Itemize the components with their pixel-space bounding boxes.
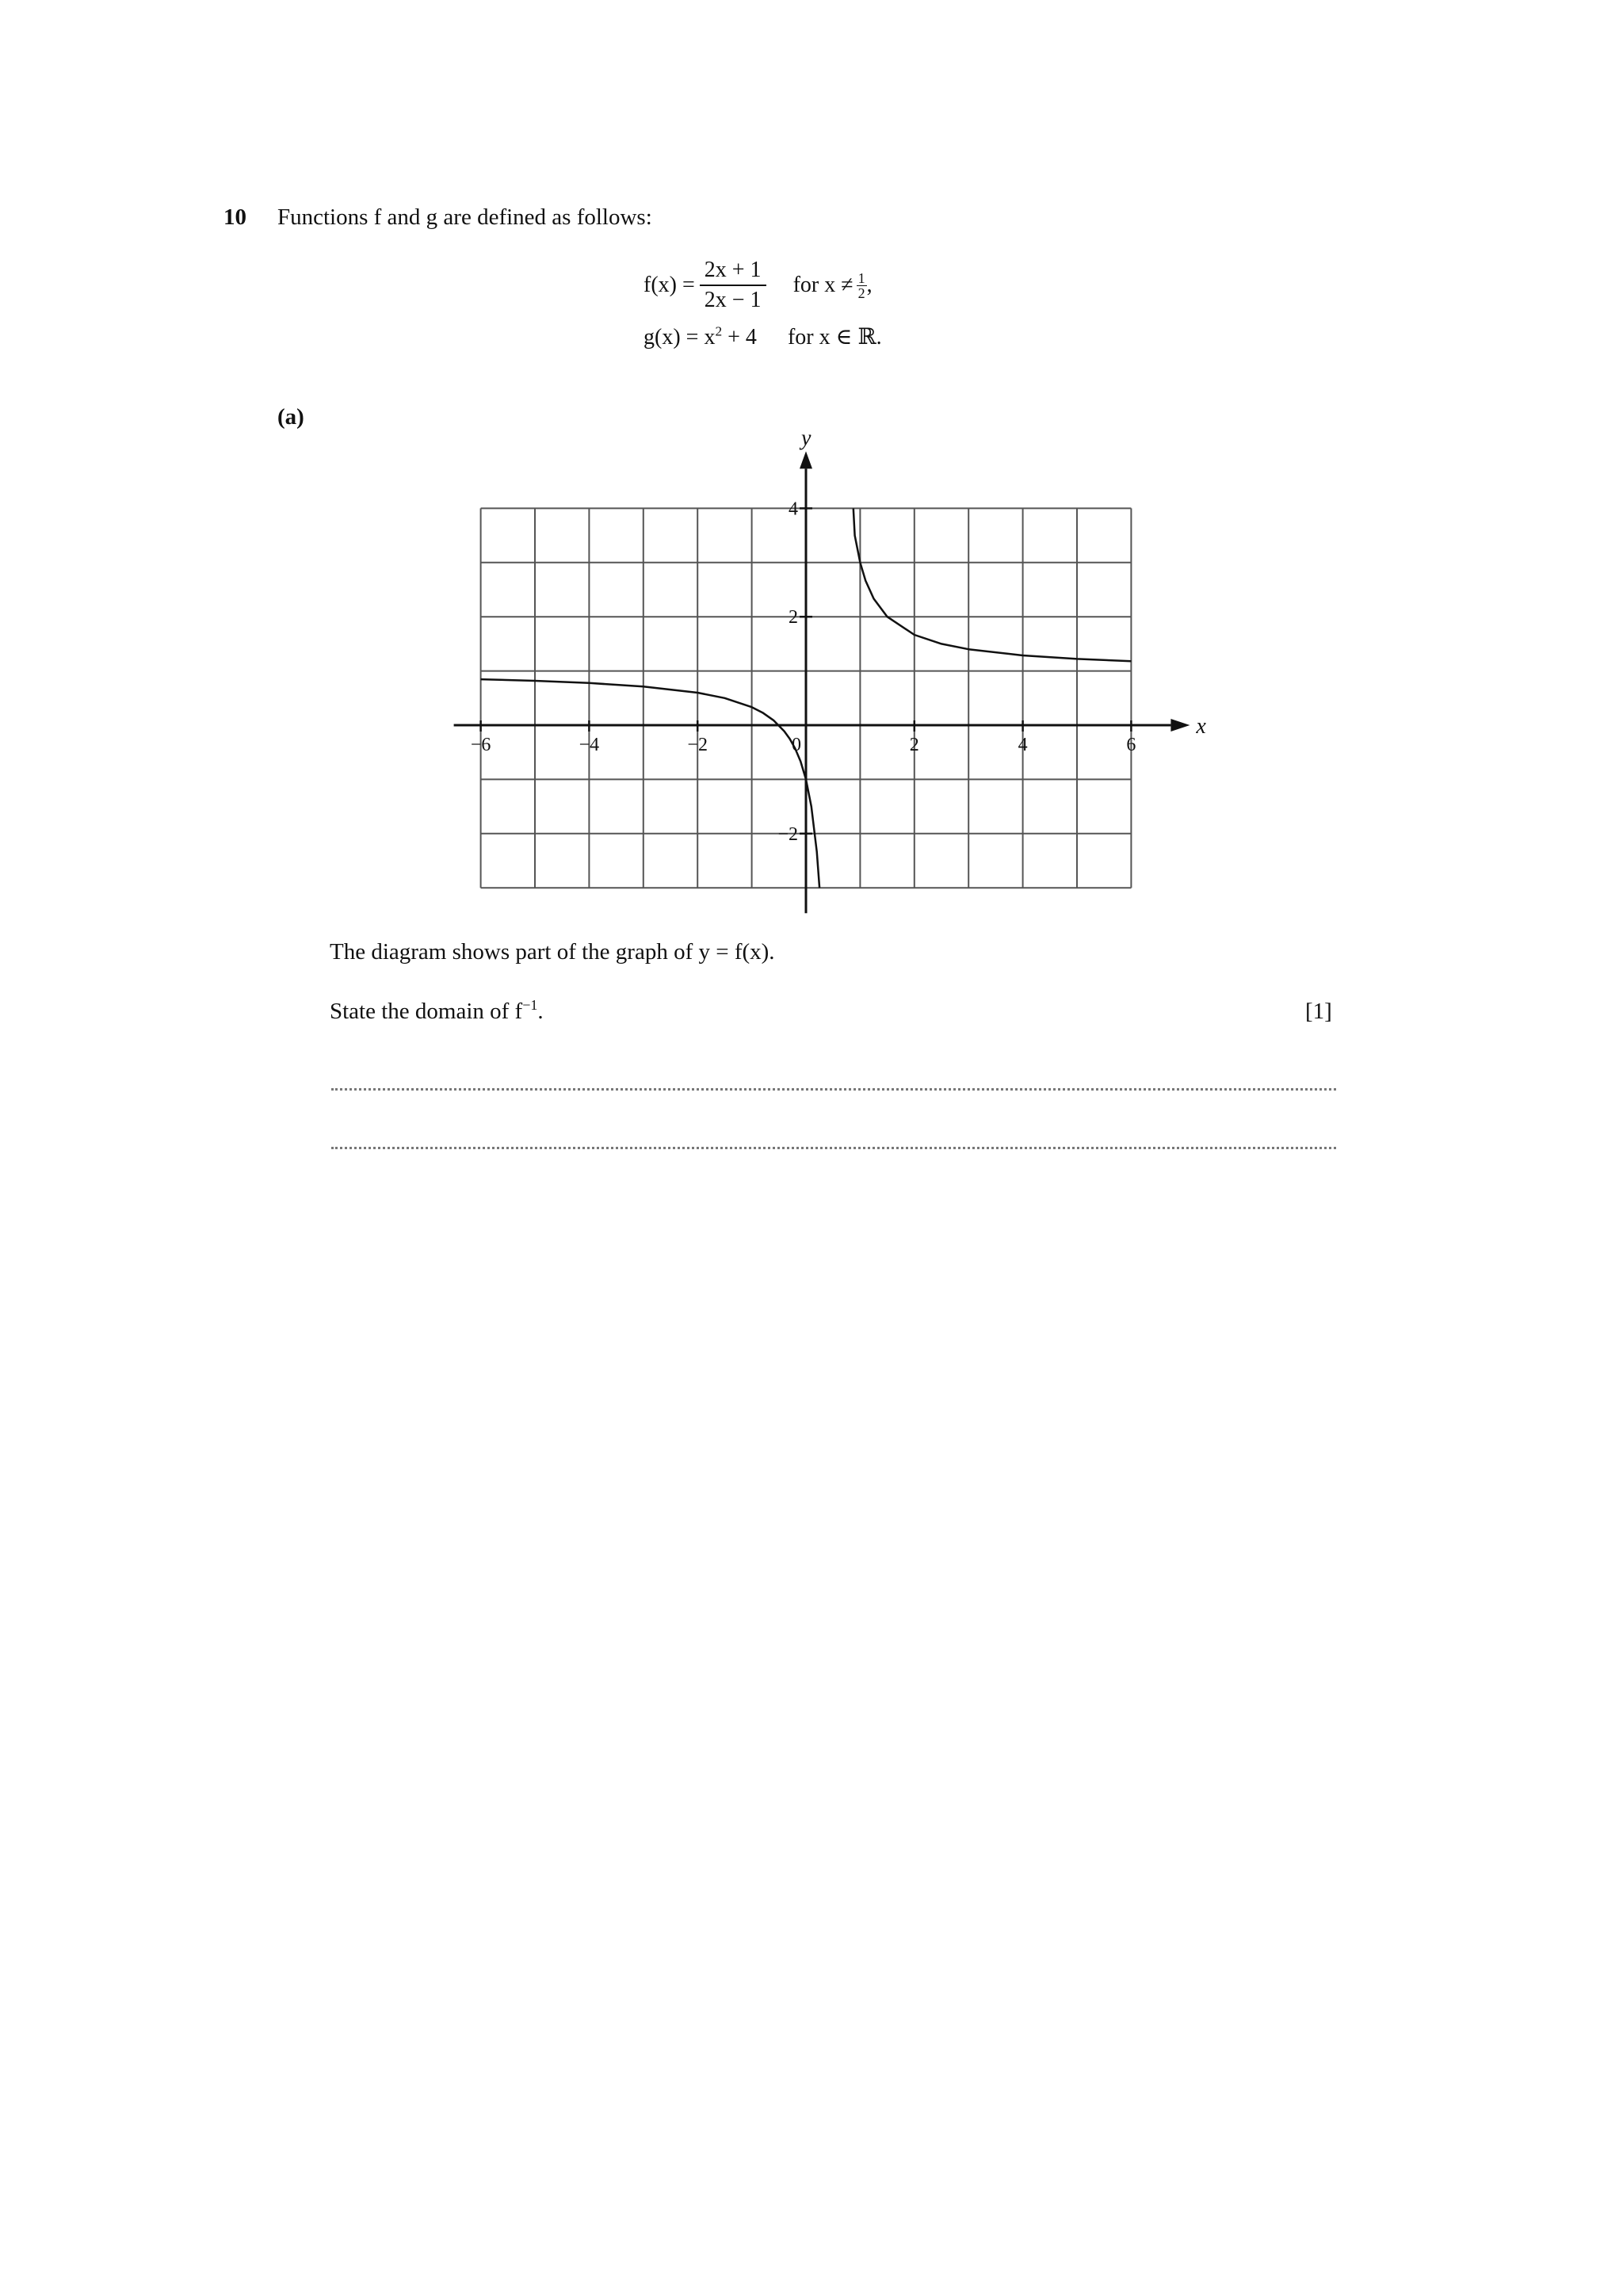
x-tick-label: −2 (687, 735, 708, 755)
answer-line[interactable] (331, 1147, 1336, 1149)
prompt-power: −1 (522, 997, 538, 1014)
f-condition-den: 2 (857, 285, 865, 301)
question-intro: Functions f and g are defined as follows: (277, 204, 652, 230)
y-axis-arrow-icon (800, 451, 812, 468)
curve-branch-left (481, 679, 820, 888)
prompt-text: State the domain of f (330, 999, 523, 1024)
f-numerator: 2x + 1 (700, 258, 766, 286)
x-tick-label: 4 (1018, 735, 1028, 755)
x-axis-label: x (1196, 714, 1206, 739)
f-lhs: f(x) = (643, 273, 695, 297)
f-condition-prefix: for x ≠ (792, 273, 854, 297)
x-axis-arrow-icon (1170, 719, 1190, 732)
question-prompt (330, 999, 544, 1025)
g-expr-base: x (704, 325, 716, 350)
f-condition-num: 1 (857, 269, 865, 286)
g-expr-power: 2 (715, 323, 723, 339)
g-expr-tail: + 4 (727, 325, 757, 350)
curve-branch-right (854, 508, 1132, 661)
x-tick-label: −6 (470, 735, 491, 755)
y-tick-label: 2 (789, 607, 798, 628)
x-tick-label: 6 (1126, 735, 1136, 755)
x-tick-label: 2 (909, 735, 919, 755)
prompt-end: . (537, 999, 544, 1024)
g-lhs: g(x) = (643, 325, 699, 350)
part-label: (a) (277, 404, 304, 430)
g-condition: for x ∈ ℝ. (787, 325, 882, 350)
f-condition-suffix: , (866, 273, 873, 297)
y-tick-label: 4 (789, 499, 798, 520)
function-graph (0, 0, 1623, 919)
question-number: 10 (223, 204, 246, 230)
x-tick-label: −4 (579, 735, 600, 755)
y-axis-label: y (801, 426, 812, 451)
x-tick-label: 0 (792, 735, 801, 755)
y-tick-label: −2 (777, 823, 798, 845)
marks-indicator: [1] (1305, 999, 1332, 1024)
graph-caption: The diagram shows part of the graph of y = f(x). (330, 939, 775, 965)
f-denominator: 2x − 1 (704, 288, 762, 312)
answer-line[interactable] (331, 1088, 1336, 1091)
